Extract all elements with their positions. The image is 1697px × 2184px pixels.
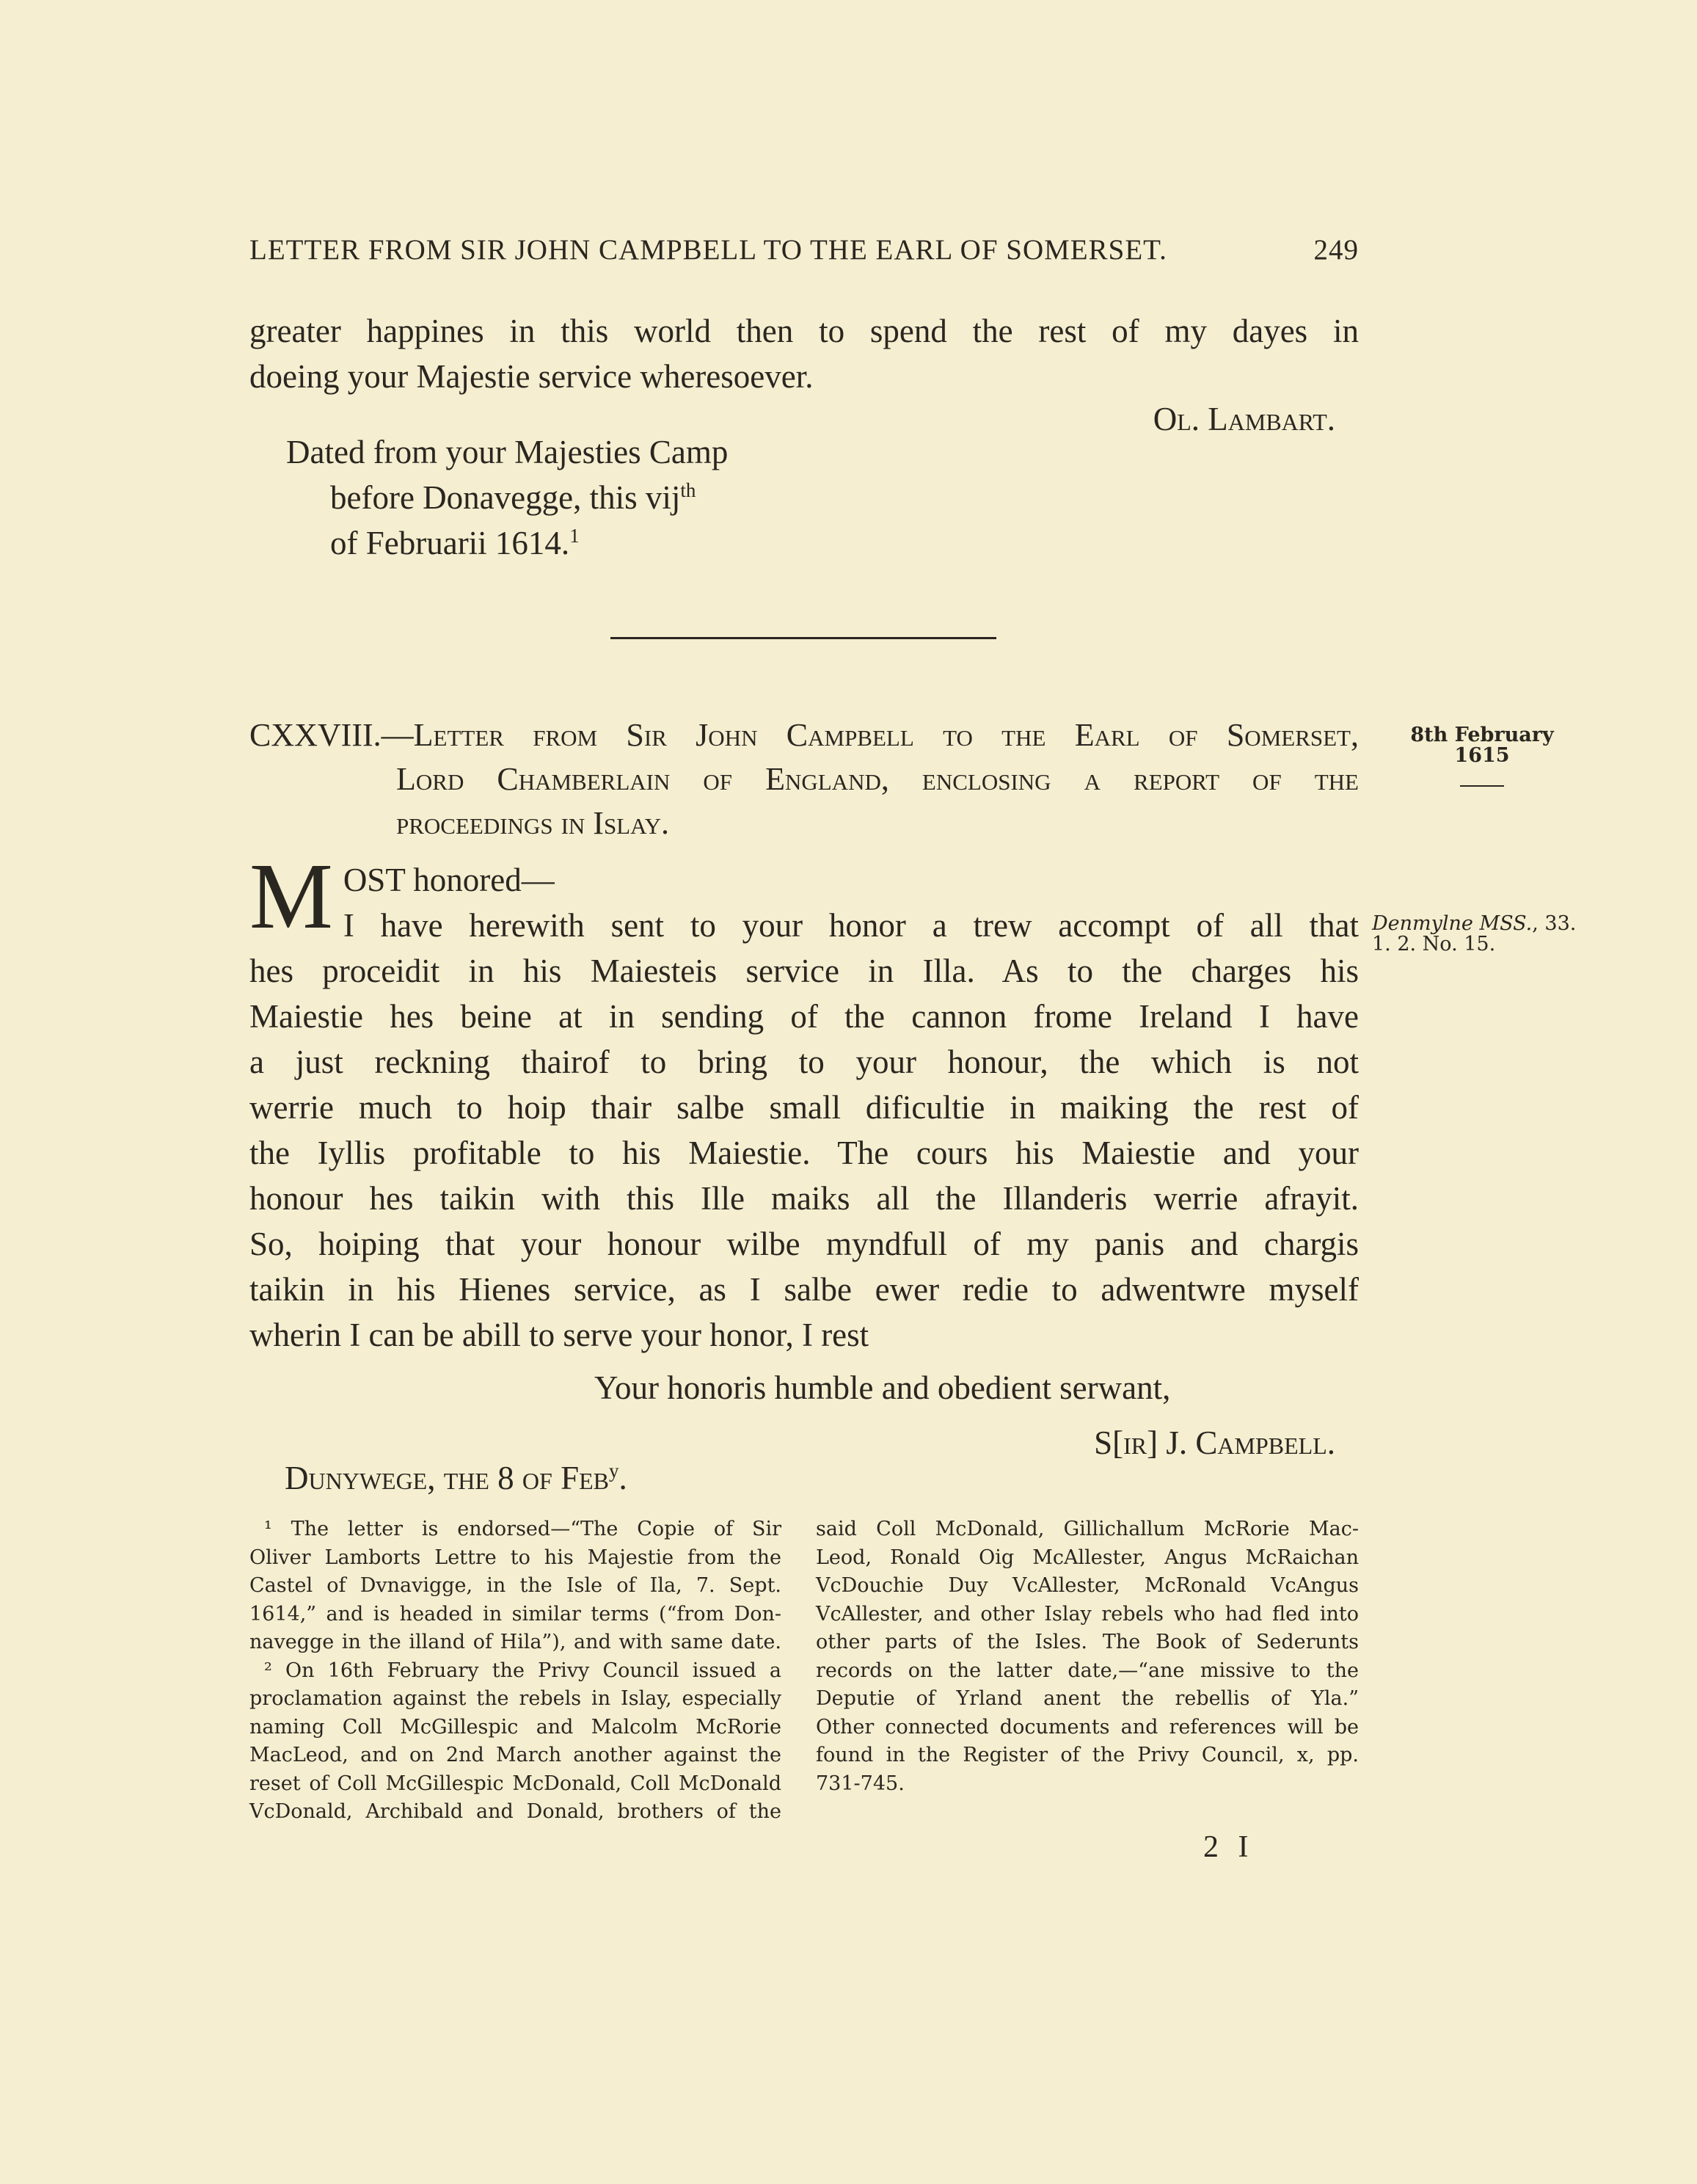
fn-right-line: records on the latter date,—“ane missive to the: [816, 1659, 1359, 1682]
fn-left-line: navegge in the illand of Hila”), and with same date.: [249, 1631, 781, 1653]
footnotes-left: [249, 1515, 781, 1827]
running-head-title: LETTER FROM SIR JOHN CAMPBELL TO THE EARL OF SOMERSET.: [249, 234, 1167, 266]
prev-letter-line-1: greater happines in this world then to spend the rest of my dayes in: [249, 313, 1359, 349]
dated-line-3-text: of Februarii 1614.: [330, 525, 570, 561]
prev-letter-dated: [286, 429, 946, 566]
margin-date-line-2: 1615: [1454, 744, 1510, 767]
fn-right-line: found in the Register of the Privy Council, x, pp.: [816, 1744, 1359, 1766]
place-date-superscript: y: [609, 1460, 619, 1482]
fn-right-line: VcDouchie Duy VcAllester, McRonald VcAngus: [816, 1574, 1359, 1597]
fn-right-line: Deputie of Yrland anent the rebellis of Yla.”: [816, 1687, 1359, 1710]
letter-heading: [249, 713, 1359, 845]
margin-source-line-2: 1. 2. No. 15.: [1372, 933, 1496, 956]
prev-letter-line-2: doeing your Majestie service wheresoever.: [249, 358, 814, 395]
body-line-6: honour hes taikin with this Ille maiks all the Illanderis werrie afrayit.: [249, 1180, 1359, 1217]
body-line-4: werrie much to hoip thair salbe small dificultie in maiking the rest of: [249, 1089, 1359, 1126]
fn-left-line: Castel of Dvnavigge, in the Isle of Ila, 7. Sept.: [249, 1574, 781, 1597]
margin-date-rule: [1460, 785, 1504, 787]
body-line-1: hes proceidit in his Maiesteis service in Illa. As to the charges his: [249, 953, 1359, 989]
drop-cap: M: [249, 844, 333, 948]
fn-left-line: naming Coll McGillespic and Malcolm McRorie: [249, 1715, 781, 1739]
fn-left-line: reset of Coll McGillespic McDonald, Coll McDonald: [249, 1772, 781, 1795]
fn-right-line: said Coll McDonald, Gillichallum McRorie Mac-: [816, 1518, 1359, 1540]
body-line-5: the Iyllis profitable to his Maiestie. The cours his Maiestie and your: [249, 1135, 1359, 1171]
place-date-period: .: [618, 1460, 627, 1496]
fn-right-line: other parts of the Isles. The Book of Sederunts: [816, 1631, 1359, 1653]
dated-line-2: [286, 475, 946, 520]
margin-source: [1372, 914, 1585, 955]
footnotes-right: [816, 1515, 1359, 1798]
heading-line-1: CXXVIII.—Letter from Sir John Campbell to the Earl of Somerset,: [249, 717, 1359, 753]
fn-right-line: 731-745.: [816, 1772, 905, 1795]
fn-left-line: VcDonald, Archibald and Donald, brothers of the: [249, 1800, 781, 1823]
body-line-2: Maiestie hes beine at in sending of the cannon frome Ireland I have: [249, 998, 1359, 1035]
running-head: [249, 233, 1359, 266]
salutation: OST honored—: [343, 862, 555, 898]
heading-line-3: proceedings in Islay.: [396, 805, 670, 841]
place-date: [285, 1455, 798, 1501]
fn-left-line: MacLeod, and on 2nd March another against the: [249, 1744, 781, 1766]
prev-letter-signature: Ol. Lambart.: [1153, 401, 1335, 437]
place-date-text: Dunywege, the 8 of Feb: [285, 1460, 610, 1496]
fn-right-line: Leod, Ronald Oig McAllester, Angus McRaichan: [816, 1546, 1359, 1569]
fn-left-line: Oliver Lamborts Lettre to his Majestie from the: [249, 1546, 781, 1569]
fn-left-line: ² On 16th February the Privy Council issued a: [264, 1659, 781, 1682]
margin-date: [1394, 725, 1570, 787]
fn-right-line: VcAllester, and other Islay rebels who had fled into: [816, 1602, 1359, 1626]
signature-mark: 2 I: [1203, 1830, 1255, 1864]
margin-source-title: Denmylne MSS.: [1372, 912, 1533, 935]
page-number: 249: [1313, 234, 1359, 266]
margin-source-number: , 33.: [1532, 912, 1577, 935]
dated-superscript: th: [680, 479, 696, 501]
body-first-line: I have herewith sent to your honor a trew accompt of all that: [343, 907, 1359, 944]
margin-source-line-1: [1372, 914, 1585, 934]
dated-line-3: [286, 520, 946, 566]
letter-signature: S[ir] J. Campbell.: [1094, 1424, 1335, 1461]
dated-line-2-text: before Donavegge, this vij: [330, 479, 681, 516]
body-line-3: a just reckning thairof to bring to your honour, the which is not: [249, 1044, 1359, 1080]
body-last-line: wherin I can be abill to serve your honor, I rest: [249, 1317, 869, 1353]
fn-right-line: Other connected documents and references will be: [816, 1715, 1359, 1739]
heading-line-2: Lord Chamberlain of England, enclosing a report of the: [396, 761, 1359, 797]
footnote-ref-1: 1: [569, 525, 580, 547]
section-divider: [610, 637, 996, 639]
body-line-8: taikin in his Hienes service, as I salbe ewer redie to adwentwre myself: [249, 1271, 1359, 1308]
closing: Your honoris humble and obedient serwant,: [594, 1369, 1171, 1406]
margin-date-line-1: 8th February: [1410, 724, 1554, 746]
letter-body: [249, 844, 1359, 1358]
dated-line-1: Dated from your Majesties Camp: [286, 434, 729, 470]
fn-left-line: ¹ The letter is endorsed—“The Copie of Sir: [264, 1518, 781, 1540]
fn-left-line: proclamation against the rebels in Islay, especially: [249, 1687, 781, 1710]
body-line-7: So, hoiping that your honour wilbe myndfull of my panis and chargis: [249, 1226, 1359, 1262]
fn-left-line: 1614,” and is headed in similar terms (“from Don-: [249, 1602, 781, 1626]
